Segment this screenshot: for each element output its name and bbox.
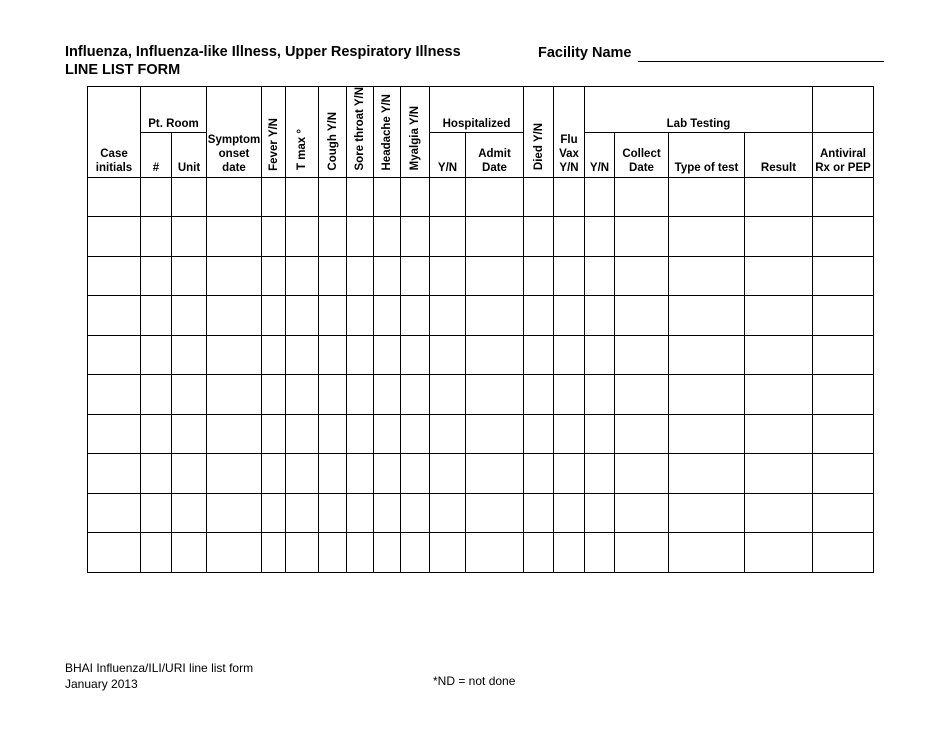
table-cell[interactable] — [286, 217, 319, 257]
table-cell[interactable] — [319, 296, 347, 336]
table-cell[interactable] — [585, 414, 615, 454]
header-tmax: T max ° — [286, 87, 319, 178]
table-cell[interactable] — [401, 256, 430, 296]
table-cell[interactable] — [262, 493, 286, 533]
table-cell[interactable] — [745, 256, 813, 296]
header-fever: Fever Y/N — [262, 87, 286, 178]
header-unit: Unit — [172, 132, 207, 177]
table-cell[interactable] — [347, 335, 374, 375]
table-row — [88, 296, 874, 336]
table-cell[interactable] — [430, 335, 466, 375]
table-row — [88, 177, 874, 217]
table-cell[interactable] — [262, 414, 286, 454]
table-cell[interactable] — [207, 493, 262, 533]
table-row — [88, 493, 874, 533]
table-row — [88, 256, 874, 296]
header-result: Result — [745, 132, 813, 177]
table-cell[interactable] — [813, 533, 874, 573]
table-cell[interactable] — [172, 256, 207, 296]
table-cell[interactable] — [745, 493, 813, 533]
table-cell[interactable] — [207, 256, 262, 296]
header-antiviral-top — [813, 87, 874, 133]
table-cell[interactable] — [374, 296, 401, 336]
table-row — [88, 414, 874, 454]
table-cell[interactable] — [430, 414, 466, 454]
table-cell[interactable] — [430, 256, 466, 296]
table-cell[interactable] — [430, 454, 466, 494]
table-cell[interactable] — [88, 375, 141, 415]
table-cell[interactable] — [554, 375, 585, 415]
table-cell[interactable] — [374, 177, 401, 217]
table-cell[interactable] — [172, 533, 207, 573]
table-cell[interactable] — [745, 217, 813, 257]
header-flu-vax: Flu Vax Y/N — [554, 87, 585, 178]
table-cell[interactable] — [524, 177, 554, 217]
table-cell[interactable] — [669, 177, 745, 217]
table-cell[interactable] — [430, 217, 466, 257]
table-cell[interactable] — [430, 375, 466, 415]
form-title-line2: LINE LIST FORM — [65, 62, 181, 78]
header-myalgia: Myalgia Y/N — [401, 87, 430, 178]
table-cell[interactable] — [319, 375, 347, 415]
table-cell[interactable] — [262, 296, 286, 336]
table-cell[interactable] — [141, 296, 172, 336]
table-cell[interactable] — [319, 256, 347, 296]
table-cell[interactable] — [262, 256, 286, 296]
table-cell[interactable] — [319, 533, 347, 573]
facility-name-field — [538, 44, 884, 62]
table-cell[interactable] — [615, 335, 669, 375]
table-cell[interactable] — [554, 177, 585, 217]
header-hospitalized-yn: Y/N — [430, 132, 466, 177]
table-cell[interactable] — [430, 493, 466, 533]
table-cell[interactable] — [374, 335, 401, 375]
table-cell[interactable] — [347, 256, 374, 296]
table-cell[interactable] — [466, 533, 524, 573]
table-cell[interactable] — [141, 493, 172, 533]
table-cell[interactable] — [319, 414, 347, 454]
table-cell[interactable] — [401, 296, 430, 336]
table-cell[interactable] — [207, 335, 262, 375]
header-group-lab-testing: Lab Testing — [585, 87, 813, 133]
table-cell[interactable] — [207, 414, 262, 454]
table-cell[interactable] — [745, 335, 813, 375]
header-group-pt-room: Pt. Room — [141, 87, 207, 133]
table-cell[interactable] — [813, 177, 874, 217]
table-cell[interactable] — [401, 414, 430, 454]
table-cell[interactable] — [347, 217, 374, 257]
table-cell[interactable] — [141, 375, 172, 415]
line-list-table — [87, 86, 874, 573]
table-cell[interactable] — [554, 493, 585, 533]
header-died: Died Y/N — [524, 87, 554, 178]
table-cell[interactable] — [401, 335, 430, 375]
table-row — [88, 454, 874, 494]
table-cell[interactable] — [745, 296, 813, 336]
table-cell[interactable] — [430, 177, 466, 217]
table-cell[interactable] — [585, 296, 615, 336]
table-cell[interactable] — [615, 177, 669, 217]
table-cell[interactable] — [524, 256, 554, 296]
table-cell[interactable] — [669, 454, 745, 494]
table-cell[interactable] — [585, 493, 615, 533]
table-cell[interactable] — [347, 296, 374, 336]
header-case-initials: Case initials — [88, 87, 141, 178]
table-cell[interactable] — [466, 217, 524, 257]
table-cell[interactable] — [430, 533, 466, 573]
table-cell[interactable] — [615, 493, 669, 533]
table-cell[interactable] — [286, 335, 319, 375]
table-cell[interactable] — [141, 533, 172, 573]
table-cell[interactable] — [141, 217, 172, 257]
table-cell[interactable] — [374, 414, 401, 454]
table-cell[interactable] — [585, 335, 615, 375]
header-collect-date: Collect Date — [615, 132, 669, 177]
table-cell[interactable] — [466, 493, 524, 533]
table-cell[interactable] — [813, 493, 874, 533]
table-cell[interactable] — [207, 177, 262, 217]
table-cell[interactable] — [347, 454, 374, 494]
table-cell[interactable] — [172, 217, 207, 257]
table-cell[interactable] — [466, 414, 524, 454]
table-cell[interactable] — [286, 375, 319, 415]
header-cough: Cough Y/N — [319, 87, 347, 178]
table-cell[interactable] — [401, 375, 430, 415]
table-cell[interactable] — [466, 335, 524, 375]
table-body — [88, 177, 874, 572]
table-cell[interactable] — [615, 414, 669, 454]
table-cell[interactable] — [745, 177, 813, 217]
table-cell[interactable] — [207, 296, 262, 336]
facility-name-label: Facility Name — [538, 45, 632, 61]
table-cell[interactable] — [347, 177, 374, 217]
table-cell[interactable] — [374, 493, 401, 533]
table-cell[interactable] — [88, 533, 141, 573]
table-cell[interactable] — [813, 256, 874, 296]
table-cell[interactable] — [88, 296, 141, 336]
table-row — [88, 217, 874, 257]
table-cell[interactable] — [207, 217, 262, 257]
table-cell[interactable] — [401, 493, 430, 533]
table-cell[interactable] — [374, 217, 401, 257]
table-cell[interactable] — [172, 335, 207, 375]
table-cell[interactable] — [286, 454, 319, 494]
table-cell[interactable] — [141, 256, 172, 296]
table-cell[interactable] — [745, 375, 813, 415]
table-cell[interactable] — [88, 414, 141, 454]
table-cell[interactable] — [524, 335, 554, 375]
table-cell[interactable] — [286, 414, 319, 454]
table-cell[interactable] — [262, 454, 286, 494]
table-cell[interactable] — [401, 217, 430, 257]
table-cell[interactable] — [319, 493, 347, 533]
table-cell[interactable] — [374, 375, 401, 415]
facility-name-blank[interactable] — [638, 45, 884, 62]
table-cell[interactable] — [669, 296, 745, 336]
table-cell[interactable] — [319, 217, 347, 257]
table-cell[interactable] — [286, 493, 319, 533]
table-cell[interactable] — [669, 493, 745, 533]
table-cell[interactable] — [524, 375, 554, 415]
table-cell[interactable] — [141, 454, 172, 494]
table-cell[interactable] — [554, 454, 585, 494]
table-cell[interactable] — [745, 414, 813, 454]
table-cell[interactable] — [88, 177, 141, 217]
table-cell[interactable] — [172, 177, 207, 217]
table-cell[interactable] — [207, 533, 262, 573]
table-cell[interactable] — [585, 454, 615, 494]
table-cell[interactable] — [554, 296, 585, 336]
table-cell[interactable] — [374, 454, 401, 494]
table-cell[interactable] — [554, 533, 585, 573]
table-cell[interactable] — [524, 414, 554, 454]
header-type-of-test: Type of test — [669, 132, 745, 177]
table-cell[interactable] — [813, 217, 874, 257]
table-cell[interactable] — [172, 493, 207, 533]
table-cell[interactable] — [669, 217, 745, 257]
header-group-hospitalized: Hospitalized — [430, 87, 524, 133]
table-cell[interactable] — [262, 335, 286, 375]
table-cell[interactable] — [207, 454, 262, 494]
table-cell[interactable] — [669, 256, 745, 296]
table-cell[interactable] — [669, 414, 745, 454]
table-cell[interactable] — [524, 217, 554, 257]
table-cell[interactable] — [141, 335, 172, 375]
table-cell[interactable] — [319, 177, 347, 217]
table-cell[interactable] — [466, 296, 524, 336]
table-cell[interactable] — [88, 454, 141, 494]
table-cell[interactable] — [813, 414, 874, 454]
table-cell[interactable] — [88, 493, 141, 533]
table-cell[interactable] — [286, 177, 319, 217]
table-cell[interactable] — [813, 375, 874, 415]
table-cell[interactable] — [347, 375, 374, 415]
table-row — [88, 533, 874, 573]
table-cell[interactable] — [554, 335, 585, 375]
table-cell[interactable] — [813, 454, 874, 494]
table-cell[interactable] — [615, 533, 669, 573]
table-cell[interactable] — [347, 533, 374, 573]
table-cell[interactable] — [262, 177, 286, 217]
table-cell[interactable] — [172, 296, 207, 336]
header-headache: Headache Y/N — [374, 87, 401, 178]
table-cell[interactable] — [585, 533, 615, 573]
table-cell[interactable] — [401, 177, 430, 217]
table-cell[interactable] — [319, 454, 347, 494]
table-cell[interactable] — [286, 533, 319, 573]
table-cell[interactable] — [88, 256, 141, 296]
table-cell[interactable] — [745, 533, 813, 573]
form-title-line1: Influenza, Influenza-like Illness, Upper Respiratory Illness — [65, 44, 461, 60]
table-cell[interactable] — [466, 177, 524, 217]
table-cell[interactable] — [615, 454, 669, 494]
table-cell[interactable] — [585, 375, 615, 415]
footer-note: *ND = not done — [433, 674, 516, 688]
table-cell[interactable] — [524, 454, 554, 494]
header-symptom-onset-date: Symptom onset date — [207, 87, 262, 178]
table-cell[interactable] — [401, 533, 430, 573]
table-cell[interactable] — [319, 335, 347, 375]
table-cell[interactable] — [524, 533, 554, 573]
table-cell[interactable] — [615, 256, 669, 296]
table-cell[interactable] — [347, 493, 374, 533]
table-cell[interactable] — [554, 217, 585, 257]
table-cell[interactable] — [286, 296, 319, 336]
table-cell[interactable] — [615, 296, 669, 336]
table-cell[interactable] — [524, 493, 554, 533]
table-cell[interactable] — [615, 375, 669, 415]
header-antiviral: Antiviral Rx or PEP — [813, 132, 874, 177]
table-cell[interactable] — [466, 256, 524, 296]
table-cell[interactable] — [88, 217, 141, 257]
table-cell[interactable] — [554, 414, 585, 454]
footer-form-name: BHAI Influenza/ILI/URI line list form — [65, 661, 254, 675]
table-cell[interactable] — [286, 256, 319, 296]
table-cell[interactable] — [554, 256, 585, 296]
table-cell[interactable] — [466, 375, 524, 415]
table-cell[interactable] — [813, 296, 874, 336]
table-cell[interactable] — [745, 454, 813, 494]
table-row — [88, 335, 874, 375]
table-cell[interactable] — [430, 296, 466, 336]
table-cell[interactable] — [615, 217, 669, 257]
table-cell[interactable] — [669, 533, 745, 573]
table-cell[interactable] — [585, 177, 615, 217]
table-cell[interactable] — [172, 375, 207, 415]
form-title — [65, 43, 461, 79]
table-cell[interactable] — [669, 375, 745, 415]
table-cell[interactable] — [669, 335, 745, 375]
table-row — [88, 375, 874, 415]
table-cell[interactable] — [262, 533, 286, 573]
header-room-number: # — [141, 132, 172, 177]
table-cell[interactable] — [374, 256, 401, 296]
table-cell[interactable] — [207, 375, 262, 415]
header-sore-throat: Sore throat Y/N — [347, 87, 374, 178]
table-cell[interactable] — [585, 217, 615, 257]
header-lab-yn: Y/N — [585, 132, 615, 177]
table-cell[interactable] — [262, 217, 286, 257]
table-cell[interactable] — [172, 454, 207, 494]
table-cell[interactable] — [141, 177, 172, 217]
table-cell[interactable] — [813, 335, 874, 375]
table-cell[interactable] — [374, 533, 401, 573]
table-cell[interactable] — [466, 454, 524, 494]
footer-form-info — [65, 660, 253, 692]
footer-date: January 2013 — [65, 677, 138, 691]
table-cell[interactable] — [88, 335, 141, 375]
table-cell[interactable] — [172, 414, 207, 454]
table-cell[interactable] — [524, 296, 554, 336]
table-cell[interactable] — [141, 414, 172, 454]
table-cell[interactable] — [262, 375, 286, 415]
table-cell[interactable] — [347, 414, 374, 454]
table-cell[interactable] — [401, 454, 430, 494]
header-admit-date: Admit Date — [466, 132, 524, 177]
table-cell[interactable] — [585, 256, 615, 296]
